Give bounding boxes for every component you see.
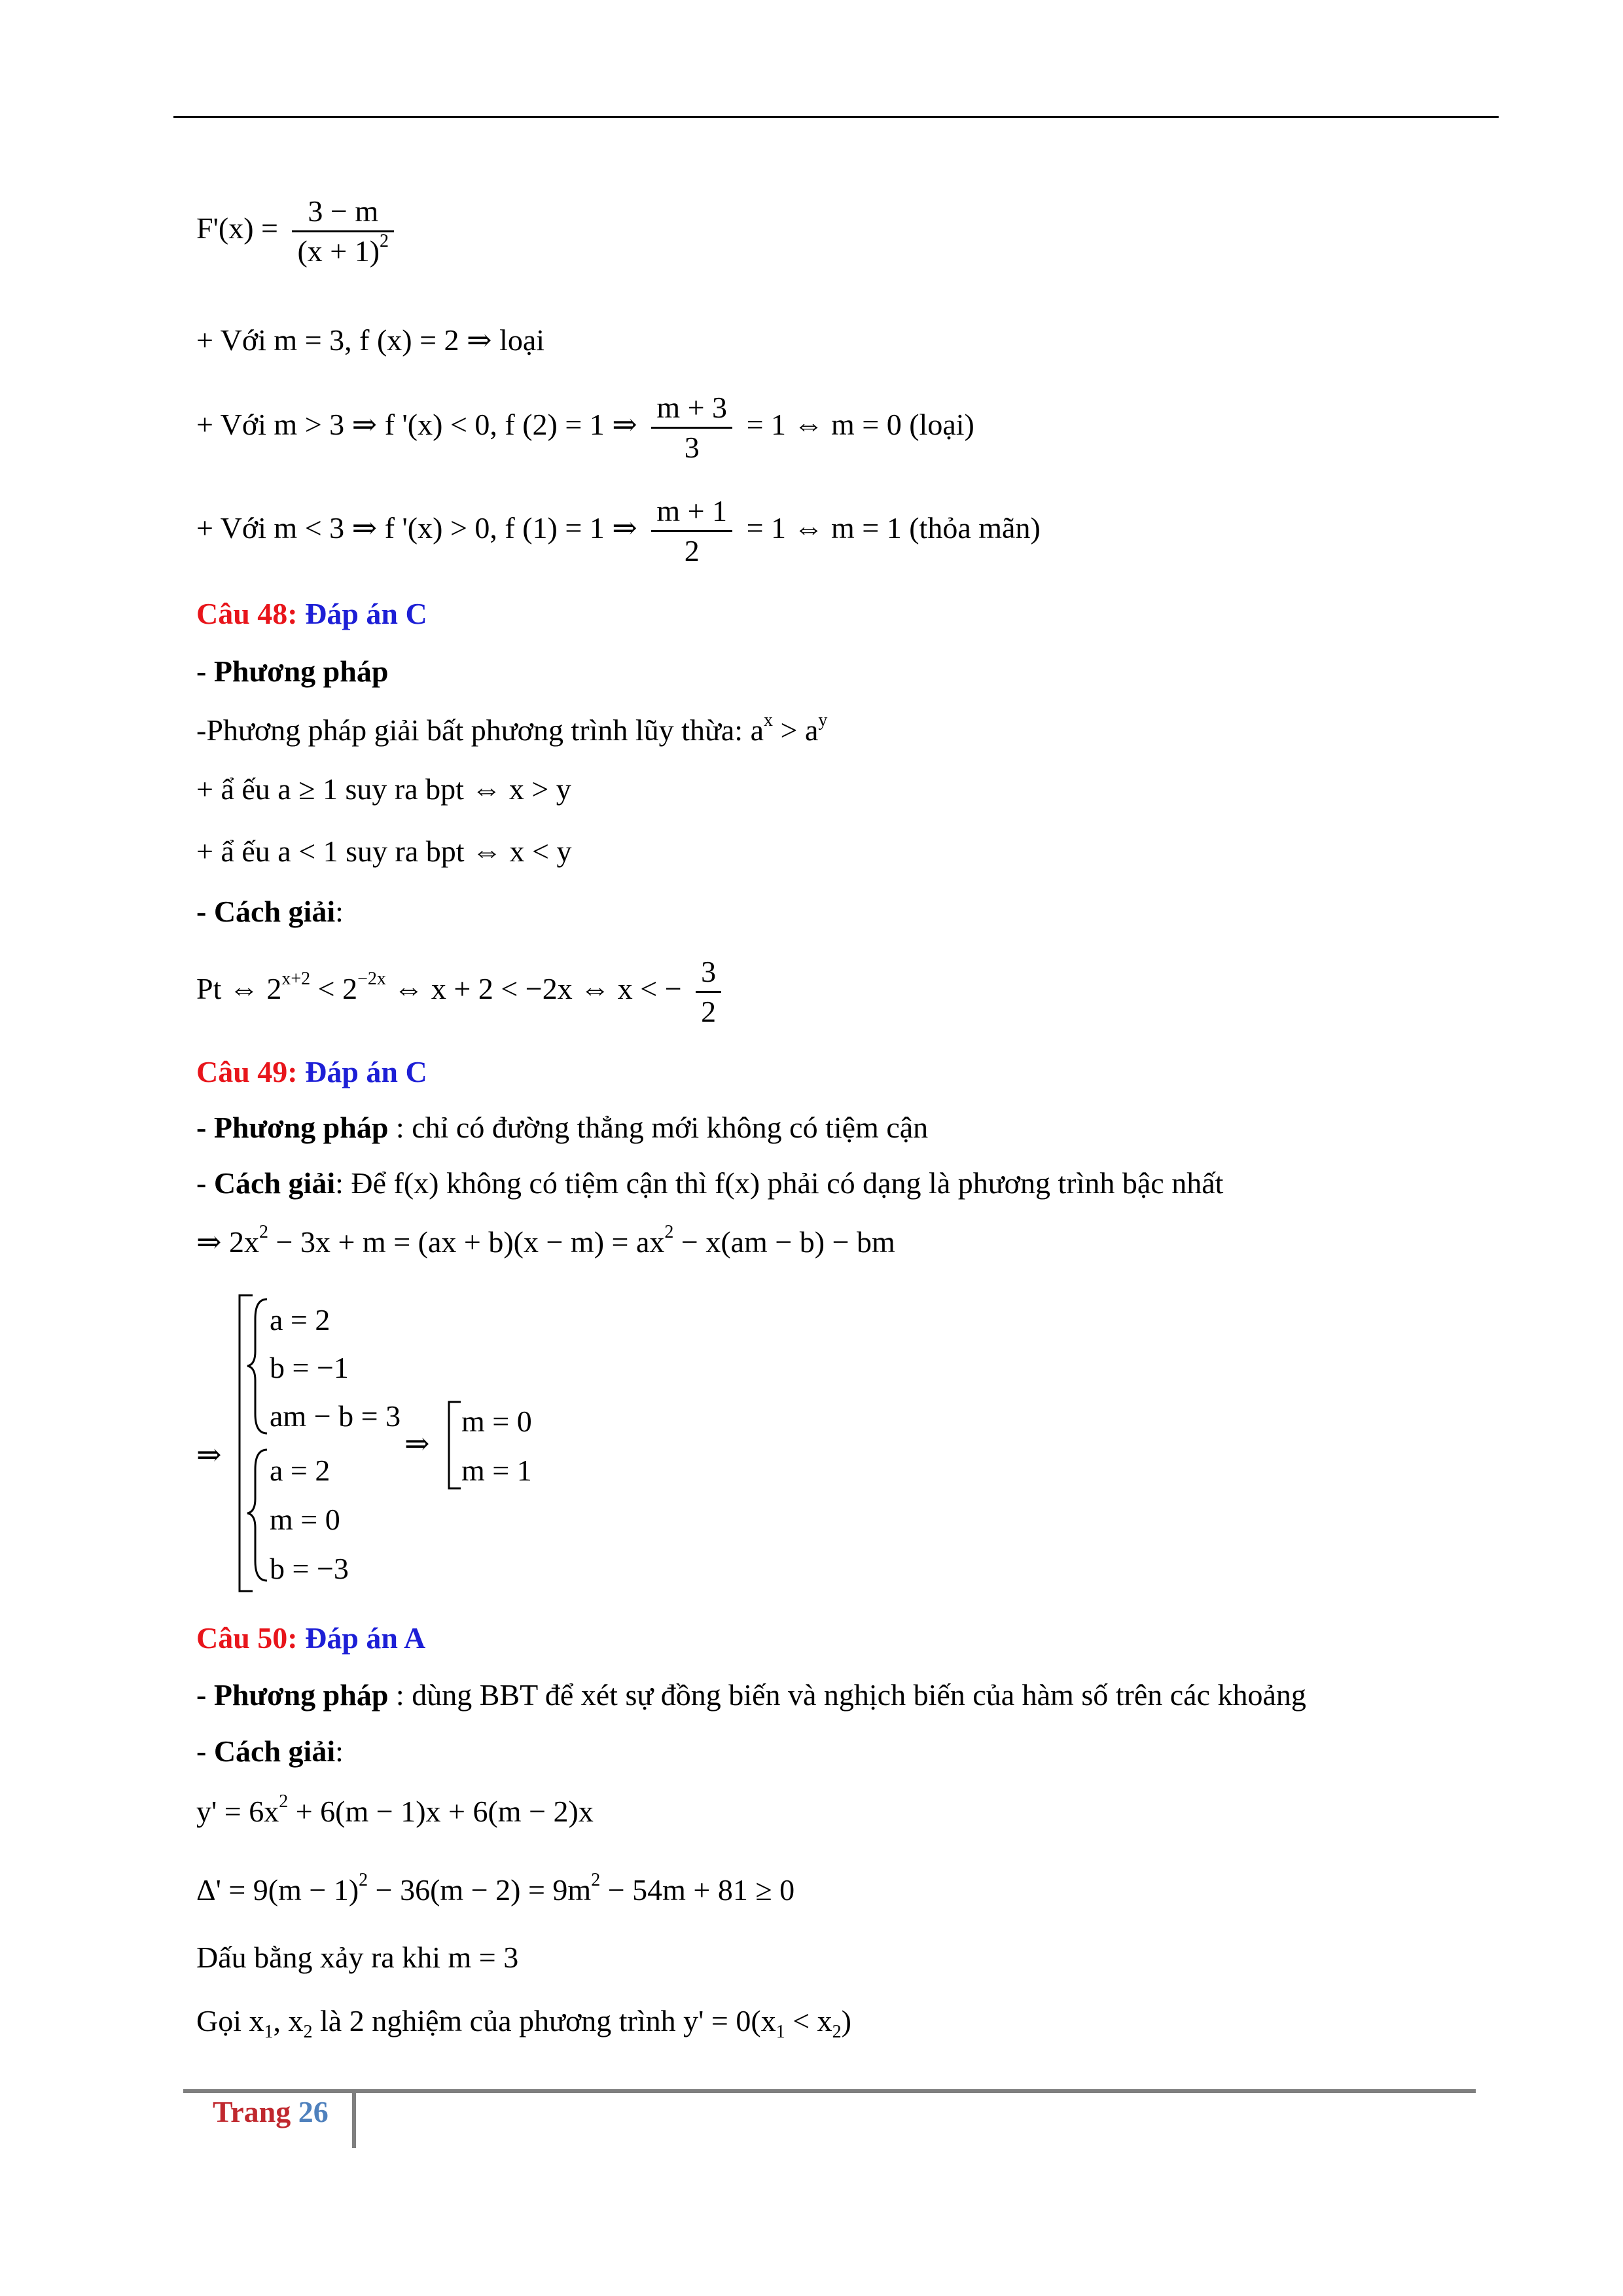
- footer-divider: [352, 2089, 356, 2148]
- derivative-lhs: F'(x) =: [196, 211, 278, 245]
- derivative-formula: [196, 196, 401, 266]
- sys2-row-2: m = 0: [270, 1503, 340, 1536]
- sys2-row-1: a = 2: [270, 1454, 330, 1487]
- q50-method: - Phương pháp : dùng BBT để xét sự đồng biến và nghịch biến của hàm số trên các khoảng: [196, 1678, 1306, 1712]
- q48-heading: Câu 48: Đáp án C: [196, 597, 427, 630]
- derivative-fraction: [292, 196, 394, 266]
- q50-solution-heading: - Cách giải:: [196, 1734, 344, 1768]
- sys1-row-1: a = 2: [270, 1303, 330, 1336]
- sys2-row-3: b = −3: [270, 1552, 349, 1585]
- page-footer: [213, 2094, 329, 2129]
- q49-solution: - Cách giải: Để f(x) không có tiệm cận thì f(x) phải có dạng là phương trình bậc nhất: [196, 1166, 1224, 1200]
- footer-label: Trang: [213, 2095, 291, 2128]
- case2-fraction: $\frac{m + 3}{3}$: [651, 393, 732, 463]
- q48-method-text: -Phương pháp giải bất phương trình lũy thừa: $a^x > a^y$: [196, 710, 828, 747]
- q49-implies-2: ⇒: [404, 1427, 430, 1460]
- q49-equation: ⇒ $2x^2 - 3x + m = (ax + b)(x - m) = ax^2 - x(am - b)$ − bm: [196, 1222, 895, 1259]
- q48-fraction: $\frac{3}{2}$: [696, 957, 721, 1027]
- fraction-denominator: $(x + 1)^2$: [297, 231, 389, 268]
- header-rule: [173, 116, 1499, 118]
- case-line-3: + Với m < 3 ⇒ f '(x) > 0, f (1) = 1 ⇒ $\frac{m + 1}{2}$ = 1 ⇔ m = 1 (thỏa mãn): [196, 494, 1041, 567]
- result-row-1: m = 0: [461, 1405, 532, 1438]
- footer-rule: [183, 2089, 1476, 2093]
- q48-solution-eq: Pt ⇔ $2^{x+2} < 2^{-2x}$ ⇔ x + 2 < −2x ⇔ x < − $\frac{3}{2}$: [196, 957, 728, 1027]
- page-number: 26: [298, 2095, 329, 2128]
- sys1-row-3: am − b = 3: [270, 1399, 401, 1433]
- sys1-row-2: b = −1: [270, 1351, 349, 1384]
- q48-method-heading: - Phương pháp: [196, 655, 389, 688]
- case-line-1: + Với m = 3, f (x) = 2 ⇒ loại: [196, 323, 545, 357]
- q50-discriminant: $\Delta' = 9(m - 1)^2 - 36(m - 2) = 9m^2 - 54m + 81 \ge 0$: [196, 1870, 795, 1907]
- q50-equality: Dấu bằng xảy ra khi m = 3: [196, 1941, 519, 1974]
- q48-rule-2: + ẩ ếu a < 1 suy ra bpt ⇔ x < y: [196, 834, 572, 868]
- result-row-2: m = 1: [461, 1454, 532, 1487]
- q48-rule-1: + ẩ ếu a ≥ 1 suy ra bpt ⇔ x > y: [196, 772, 571, 806]
- case3-fraction: $\frac{m + 1}{2}$: [651, 496, 732, 566]
- q49-implies-1: ⇒: [196, 1438, 222, 1471]
- q49-heading: Câu 49: Đáp án C: [196, 1055, 427, 1088]
- q48-solution-heading: - Cách giải:: [196, 895, 344, 928]
- case-line-2: + Với m > 3 ⇒ f '(x) < 0, f (2) = 1 ⇒ $\frac{m + 3}{3}$ = 1 ⇔ m = 0 (loại): [196, 391, 974, 464]
- q49-method: - Phương pháp : chỉ có đường thẳng mới không có tiệm cận: [196, 1111, 929, 1144]
- q50-roots: Gọi $x_1$, $x_2$ là 2 nghiệm của phương trình $y' = 0(x_1 < x_2)$: [196, 2004, 851, 2042]
- q50-derivative: $y' = 6x^2 + 6(m - 1)x + 6(m - 2)x$: [196, 1791, 594, 1828]
- q50-heading: Câu 50: Đáp án A: [196, 1621, 426, 1655]
- fraction-numerator: 3 − m: [292, 196, 394, 232]
- outer-bracket: [236, 1293, 275, 1594]
